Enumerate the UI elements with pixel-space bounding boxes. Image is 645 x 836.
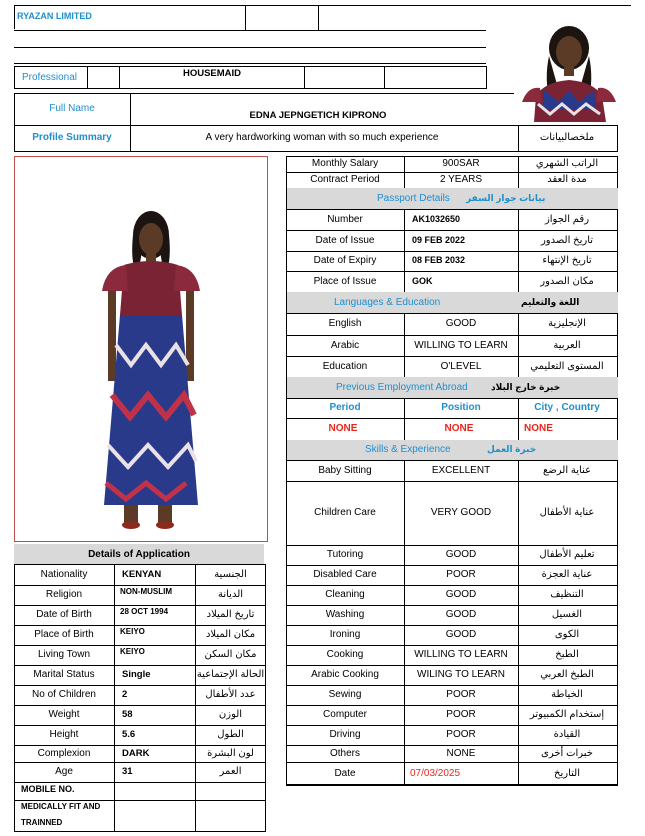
skills-row-ar: الغسيل [551,609,583,620]
grid-line [195,705,196,725]
grid-line [14,685,266,686]
grid-line [404,565,405,585]
grid-line [14,665,266,666]
passport-row-ar: تاريخ الصدور [540,235,594,246]
grid-line [518,762,519,785]
grid-line [518,230,519,251]
grid-line [518,172,519,188]
passport-row-value: GOK [412,276,433,286]
skills-row-ar: إستخدام الكمبيوتر [529,709,605,720]
grid-line [286,481,618,482]
application-row-label: Marital Status [33,669,95,680]
application-row-ar: الوزن [218,709,243,720]
grid-line [518,605,519,625]
profile-photo-small [514,18,624,122]
medical-line1: MEDICALLY FIT AND [21,802,101,811]
grid-line [518,418,519,440]
skills-row-ar: عناية العجزة [541,569,593,580]
skills-row-ar: التنظيف [550,589,584,600]
grid-line [114,585,115,605]
grid-line [518,745,519,762]
skills-row-value: POOR [446,569,476,580]
grid-line [518,665,519,685]
application-row-ar: عدد الأطفال [205,689,256,700]
application-row-label: Living Town [37,649,91,660]
grid-line [14,645,266,646]
contract-row-ar: الراتب الشهري [535,158,599,169]
application-row-label: Height [49,729,79,740]
employment-header-position: Position [441,402,481,413]
skills-band [287,440,618,460]
grid-line [518,271,519,292]
skills-row-value: GOOD [445,629,477,640]
skills-row-value: EXCELLENT [431,465,491,476]
application-row-value: 31 [122,766,133,777]
grid-line [404,481,405,545]
grid-line [518,251,519,271]
application-row-label: Weight [48,709,80,720]
grid-line [518,725,519,745]
skills-row-ar: تعليم الأطفال [539,549,595,560]
employment-value-period: NONE [328,423,358,434]
grid-line [114,564,115,585]
passport-row-label: Number [327,214,363,225]
skills-row-label: Ironing [329,629,361,640]
application-row-label: Complexion [37,748,91,759]
grid-line [14,725,266,726]
application-row-ar: لون البشرة [207,748,254,759]
passport-row-ar: رقم الجواز [544,214,590,225]
skills-row-ar: عناية الرضع [542,465,592,476]
grid-line [195,645,196,665]
skills-row-label: Computer [323,709,367,720]
grid-line [404,762,405,785]
passport-row-value: 08 FEB 2032 [412,255,466,265]
grid-line [404,209,405,230]
application-row-ar: الجنسية [214,569,247,580]
application-row-ar: تاريخ الميلاد [206,609,255,620]
grid-line [404,335,405,356]
languages-row-label: English [328,318,362,329]
grid-line [286,271,618,272]
grid-line [195,725,196,745]
grid-line [114,705,115,725]
languages-band-title: Languages & Education [334,297,441,308]
skills-band-title-ar: خبرة العمل [487,444,537,454]
grid-line [286,545,618,546]
application-row-value: DARK [122,748,150,759]
grid-line [404,605,405,625]
grid-line [286,172,618,173]
application-row-value: KEIYO [120,647,145,656]
employment-band-title-ar: خبرة خارج البلاد [491,382,561,392]
grid-line [404,625,405,645]
skills-row-label: Date [334,768,356,779]
skills-row-label: Driving [329,729,361,740]
employment-band-title: Previous Employment Abroad [336,382,468,393]
profession-value: HOUSEMAID [182,68,242,79]
grid-line [286,685,618,686]
application-row-value: KENYAN [122,569,162,580]
grid-line [14,782,266,783]
application-row-value: 28 OCT 1994 [120,607,169,616]
grid-line [404,356,405,377]
application-row-label: Nationality [40,569,88,580]
application-row-ar: الديانة [217,589,244,600]
skills-row-ar: القيادة [553,729,581,740]
grid-line [518,565,519,585]
grid-line [14,762,266,763]
skills-row-label: Children Care [314,507,376,518]
grid-line [195,745,196,762]
grid-line [518,481,519,545]
grid-line [286,313,618,314]
grid-line [286,705,618,706]
grid-line [286,665,618,666]
application-row-ar: مكان السكن [204,649,257,660]
grid-line [195,782,196,832]
grid-line [286,785,618,786]
application-row-value: 2 [122,689,128,700]
grid-line [286,460,618,461]
passport-row-label: Place of Issue [313,276,377,287]
grid-line [286,209,618,210]
full-name-label: Full Name [49,103,95,114]
grid-line [286,418,618,419]
grid-line [14,705,266,706]
profile-photo-full [96,205,206,530]
grid-line [195,762,196,782]
grid-line [14,745,266,746]
grid-line [286,745,618,746]
grid-line [195,564,196,585]
grid-line [518,356,519,377]
skills-row-label: Cooking [326,649,364,660]
grid-line [114,782,115,832]
application-row-ar: العمر [219,766,242,777]
grid-line [518,685,519,705]
application-row-value: 58 [122,709,133,720]
skills-row-ar: خبرات أخرى [541,748,593,759]
grid-line [286,251,618,252]
application-row-label: Date of Birth [36,609,92,620]
skills-band-title: Skills & Experience [365,444,451,455]
application-row-label: No of Children [32,689,96,700]
grid-line [404,585,405,605]
grid-line [114,665,115,685]
grid-line [195,625,196,645]
skills-row-label: Arabic Cooking [311,669,379,680]
grid-line [286,230,618,231]
skills-row-value: 07/03/2025 [410,768,461,779]
summary-ar: ملخصالبيانات [539,132,595,143]
grid-line [286,585,618,586]
grid-line [404,172,405,188]
skills-row-ar: الطبخ [555,649,579,660]
grid-line [518,156,519,172]
application-row-ar: الحالة الإجتماعية [196,669,265,680]
grid-line [286,725,618,726]
grid-line [14,605,266,606]
skills-row-value: POOR [446,729,476,740]
grid-line [114,625,115,645]
grid-line [518,460,519,481]
application-row-label: Religion [45,589,83,600]
skills-row-value: POOR [446,709,476,720]
employment-header-city: City , Country [534,402,600,413]
grid-line [518,645,519,665]
grid-line [114,762,115,782]
skills-row-value: GOOD [445,589,477,600]
languages-row-value: GOOD [445,318,477,329]
application-row-value: KEIYO [120,627,145,636]
grid-line [518,313,519,335]
application-row-label: Age [55,766,73,777]
passport-row-label: Date of Issue [315,235,375,246]
grid-line [404,685,405,705]
grid-line [286,625,618,626]
languages-band-title-ar: اللغة والتعليم [521,297,580,307]
grid-line [404,230,405,251]
application-row-ar: مكان الميلاد [205,629,256,640]
grid-line [286,565,618,566]
skills-row-label: Sewing [328,689,362,700]
full-name-value: EDNA JEPNGETICH KIPRONO [249,110,387,121]
grid-line [286,356,618,357]
skills-row-label: Baby Sitting [318,465,372,476]
grid-line [404,545,405,565]
skills-row-label: Others [329,748,361,759]
grid-line [286,398,618,399]
skills-row-value: POOR [446,689,476,700]
languages-row-label: Education [322,361,368,372]
employment-value-city: NONE [524,423,553,434]
agency-name: RYAZAN LIMITED [17,11,92,21]
passport-row-label: Date of Expiry [313,255,377,266]
languages-row-value: WILLING TO LEARN [414,340,508,351]
skills-row-value: GOOD [445,549,477,560]
grid-line [114,645,115,665]
grid-line [114,685,115,705]
profession-label: Professional [22,72,78,83]
application-title: Details of Application [88,549,190,560]
grid-line [518,209,519,230]
skills-row-value: VERY GOOD [430,507,492,518]
skills-row-value: WILING TO LEARN [417,669,505,680]
skills-row-ar: الطبخ العربي [540,669,594,680]
skills-row-label: Tutoring [326,549,364,560]
grid-line [404,665,405,685]
passport-band-title: Passport Details [377,193,450,204]
languages-row-ar: العربية [553,340,581,351]
contract-row-label: Contract Period [310,174,380,185]
languages-row-value: O'LEVEL [440,361,482,372]
grid-line [518,545,519,565]
grid-line [286,645,618,646]
application-row-value: 5.6 [122,729,136,740]
grid-line [195,685,196,705]
grid-line [404,398,405,418]
grid-line [518,705,519,725]
application-row-ar: الطول [217,729,244,740]
skills-row-value: WILLING TO LEARN [414,649,508,660]
application-row-value: NON-MUSLIM [120,587,172,596]
skills-row-value: NONE [446,748,476,759]
medical-line2: TRAINNED [21,818,63,827]
skills-row-value: GOOD [445,609,477,620]
application-row-label: Place of Birth [34,629,94,640]
grid-line [114,605,115,625]
grid-line [404,705,405,725]
employment-value-position: NONE [444,423,474,434]
passport-row-value: 09 FEB 2022 [412,235,466,245]
passport-band-title-ar: بيانات جواز السفر [466,193,546,203]
grid-line [14,585,266,586]
languages-row-ar: المستوى التعليمي [530,361,604,372]
summary-text: A very hardworking woman with so much experience [205,132,439,143]
grid-line [518,335,519,356]
contract-row-label: Monthly Salary [311,158,379,169]
passport-row-ar: تاريخ الإنتهاء [542,255,592,266]
contract-row-value: 2 YEARS [439,174,483,185]
grid-line [114,725,115,745]
passport-band [287,188,618,209]
skills-row-ar: التاريخ [554,768,580,779]
skills-row-ar: الكوى [554,629,580,640]
grid-line [195,585,196,605]
grid-line [404,313,405,335]
grid-line [518,398,519,418]
grid-line [404,251,405,271]
languages-row-label: Arabic [330,340,360,351]
languages-row-ar: الإنجليزية [548,318,586,329]
passport-row-value: AK1032650 [412,214,461,224]
grid-line [286,605,618,606]
summary-label: Profile Summary [32,132,112,143]
passport-row-ar: مكان الصدور [540,276,594,287]
contract-row-value: 900SAR [442,158,480,169]
skills-row-label: Disabled Care [313,569,377,580]
mobile-label: MOBILE NO. [21,784,75,794]
grid-line [404,418,405,440]
grid-line [404,156,405,172]
grid-line [14,800,266,801]
grid-line [404,271,405,292]
grid-line [114,745,115,762]
contract-row-ar: مدة العقد [547,174,587,185]
grid-line [518,625,519,645]
grid-line [286,762,618,763]
grid-line [14,625,266,626]
grid-line [404,745,405,762]
employment-header-period: Period [329,402,361,413]
skills-row-label: Washing [325,609,365,620]
grid-line [404,725,405,745]
grid-line [286,335,618,336]
skills-row-ar: الخياطة [551,689,583,700]
grid-line [518,585,519,605]
skills-row-ar: عناية الأطفال [539,507,595,518]
grid-line [404,645,405,665]
grid-line [195,605,196,625]
application-row-value: Single [122,669,151,680]
grid-line [404,460,405,481]
skills-row-label: Cleaning [325,589,365,600]
